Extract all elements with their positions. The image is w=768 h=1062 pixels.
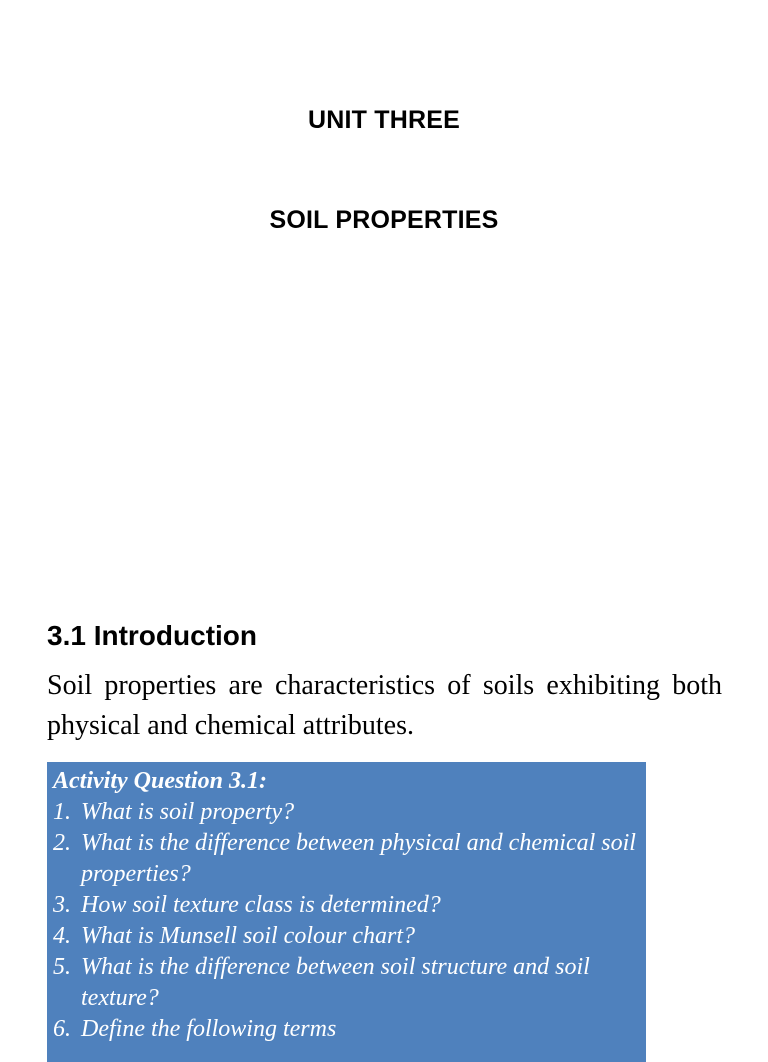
question-number: 5. [53, 954, 71, 980]
question-text: What is the difference between physical and chemical soil properties? [81, 830, 636, 887]
question-list [53, 797, 636, 1045]
question-number: 1. [53, 799, 71, 825]
question-text: What is the difference between soil structure and soil texture? [81, 954, 590, 1011]
question-item-6 [53, 1014, 636, 1045]
chapter-title: SOIL PROPERTIES [269, 206, 499, 234]
question-item-2 [53, 828, 636, 890]
question-number: 6. [53, 1016, 71, 1042]
activity-question-box [47, 762, 646, 1062]
question-text: What is soil property? [81, 799, 295, 825]
question-number: 4. [53, 923, 71, 949]
question-number: 3. [53, 892, 71, 918]
question-text: What is Munsell soil colour chart? [81, 923, 415, 949]
unit-title: UNIT THREE [308, 106, 460, 134]
question-number: 2. [53, 830, 71, 856]
question-item-5 [53, 952, 636, 1014]
question-item-4 [53, 921, 636, 952]
question-item-1 [53, 797, 636, 828]
question-text: Define the following terms [81, 1016, 337, 1042]
section-heading: 3.1 Introduction [47, 620, 257, 651]
intro-paragraph: Soil properties are characteristics of soils exhibiting both physical and chemical attributes. [47, 670, 722, 741]
question-text: How soil texture class is determined? [81, 892, 441, 918]
question-item-3 [53, 890, 636, 921]
activity-title: Activity Question 3.1: [53, 768, 267, 794]
